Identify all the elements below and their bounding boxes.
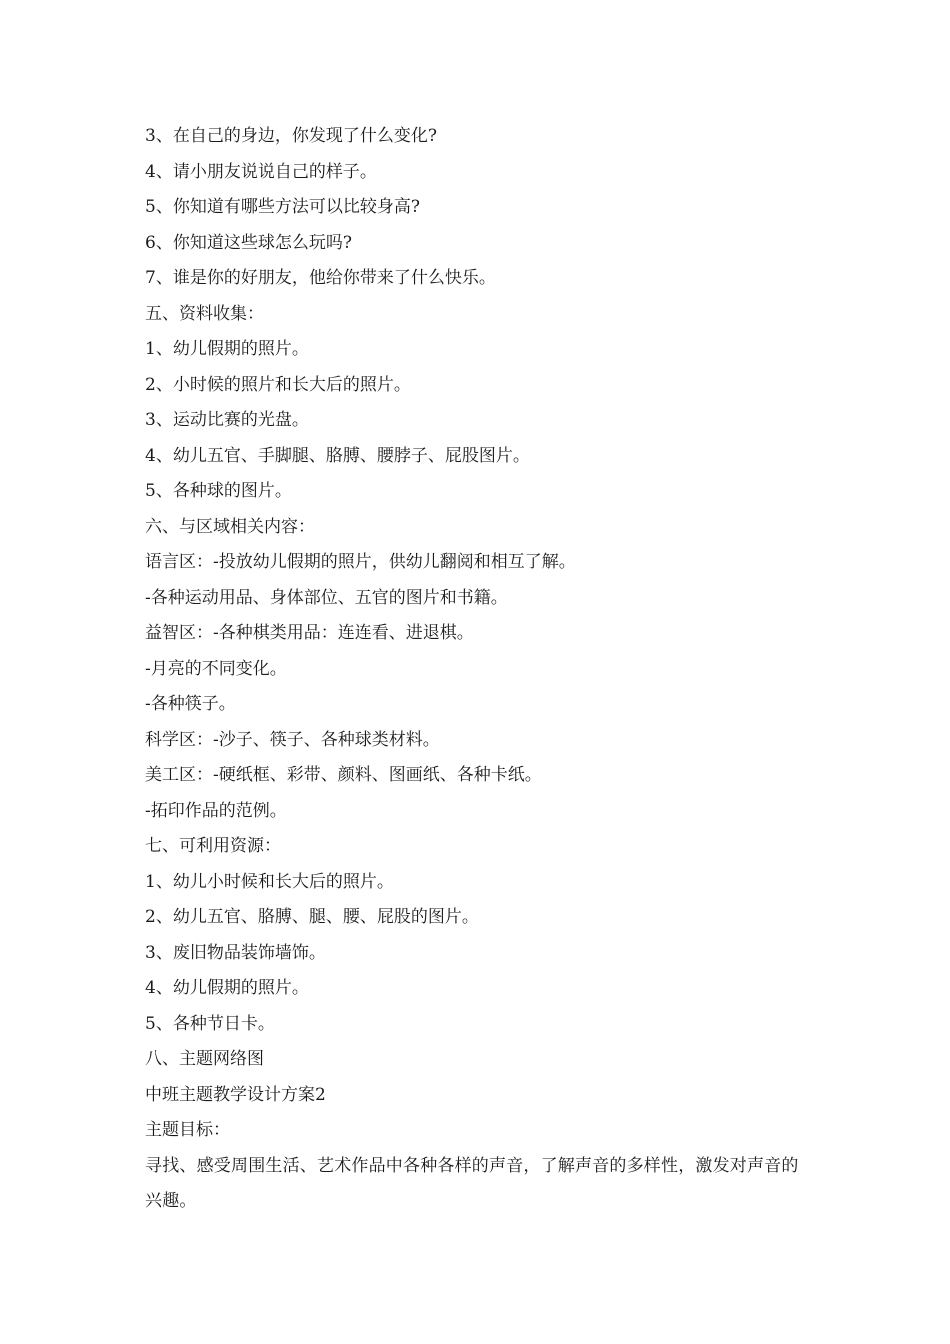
text-line: 4、幼儿五官、手脚腿、胳膊、腰脖子、屁股图片。 (145, 445, 530, 466)
text-line: 5、各种球的图片。 (145, 481, 292, 501)
section-heading: 五、资料收集： (145, 303, 264, 324)
goal-paragraph: 寻找、感受周围生活、艺术作品中各种各样的声音，了解声音的多样性，激发对声音的兴趣。 (145, 1155, 799, 1211)
text-line: 5、各种节日卡。 (145, 1013, 275, 1034)
text-line: 益智区：-各种棋类用品：连连看、进退棋。 (145, 623, 474, 643)
text-line: 6、你知道这些球怎么玩吗? (145, 232, 352, 253)
document-title: 中班主题教学设计方案2 (145, 1084, 326, 1105)
text-line: 1、幼儿小时候和长大后的照片。 (145, 871, 394, 892)
text-line: 3、在自己的身边，你发现了什么变化? (145, 126, 437, 146)
text-line: 美工区：-硬纸框、彩带、颜料、图画纸、各种卡纸。 (145, 765, 542, 785)
text-line: -各种运动用品、身体部位、五官的图片和书籍。 (145, 587, 508, 608)
text-line: 7、谁是你的好朋友，他给你带来了什么快乐。 (145, 268, 496, 288)
section-heading: 七、可利用资源： (145, 836, 281, 856)
text-line: -月亮的不同变化。 (145, 658, 287, 679)
text-line: 2、小时候的照片和长大后的照片。 (145, 374, 411, 395)
text-line: 语言区：-投放幼儿假期的照片，供幼儿翻阅和相互了解。 (145, 552, 576, 572)
section-heading: 六、与区域相关内容： (145, 516, 315, 537)
section-heading: 八、主题网络图 (145, 1049, 264, 1069)
section-heading: 主题目标： (145, 1120, 230, 1140)
text-line: 5、你知道有哪些方法可以比较身高? (145, 197, 420, 217)
text-line: 4、幼儿假期的照片。 (145, 978, 309, 998)
text-line: 2、幼儿五官、胳膊、腿、腰、屁股的图片。 (145, 907, 479, 927)
text-line: 3、运动比赛的光盘。 (145, 410, 309, 430)
text-line: 4、请小朋友说说自己的样子。 (145, 161, 377, 182)
text-line: 3、废旧物品装饰墙饰。 (145, 942, 326, 963)
document-body (145, 119, 815, 1220)
text-line: -拓印作品的范例。 (145, 800, 287, 821)
text-line: 科学区：-沙子、筷子、各种球类材料。 (145, 729, 440, 750)
text-line: 1、幼儿假期的照片。 (145, 339, 309, 359)
text-line: -各种筷子。 (145, 694, 236, 714)
